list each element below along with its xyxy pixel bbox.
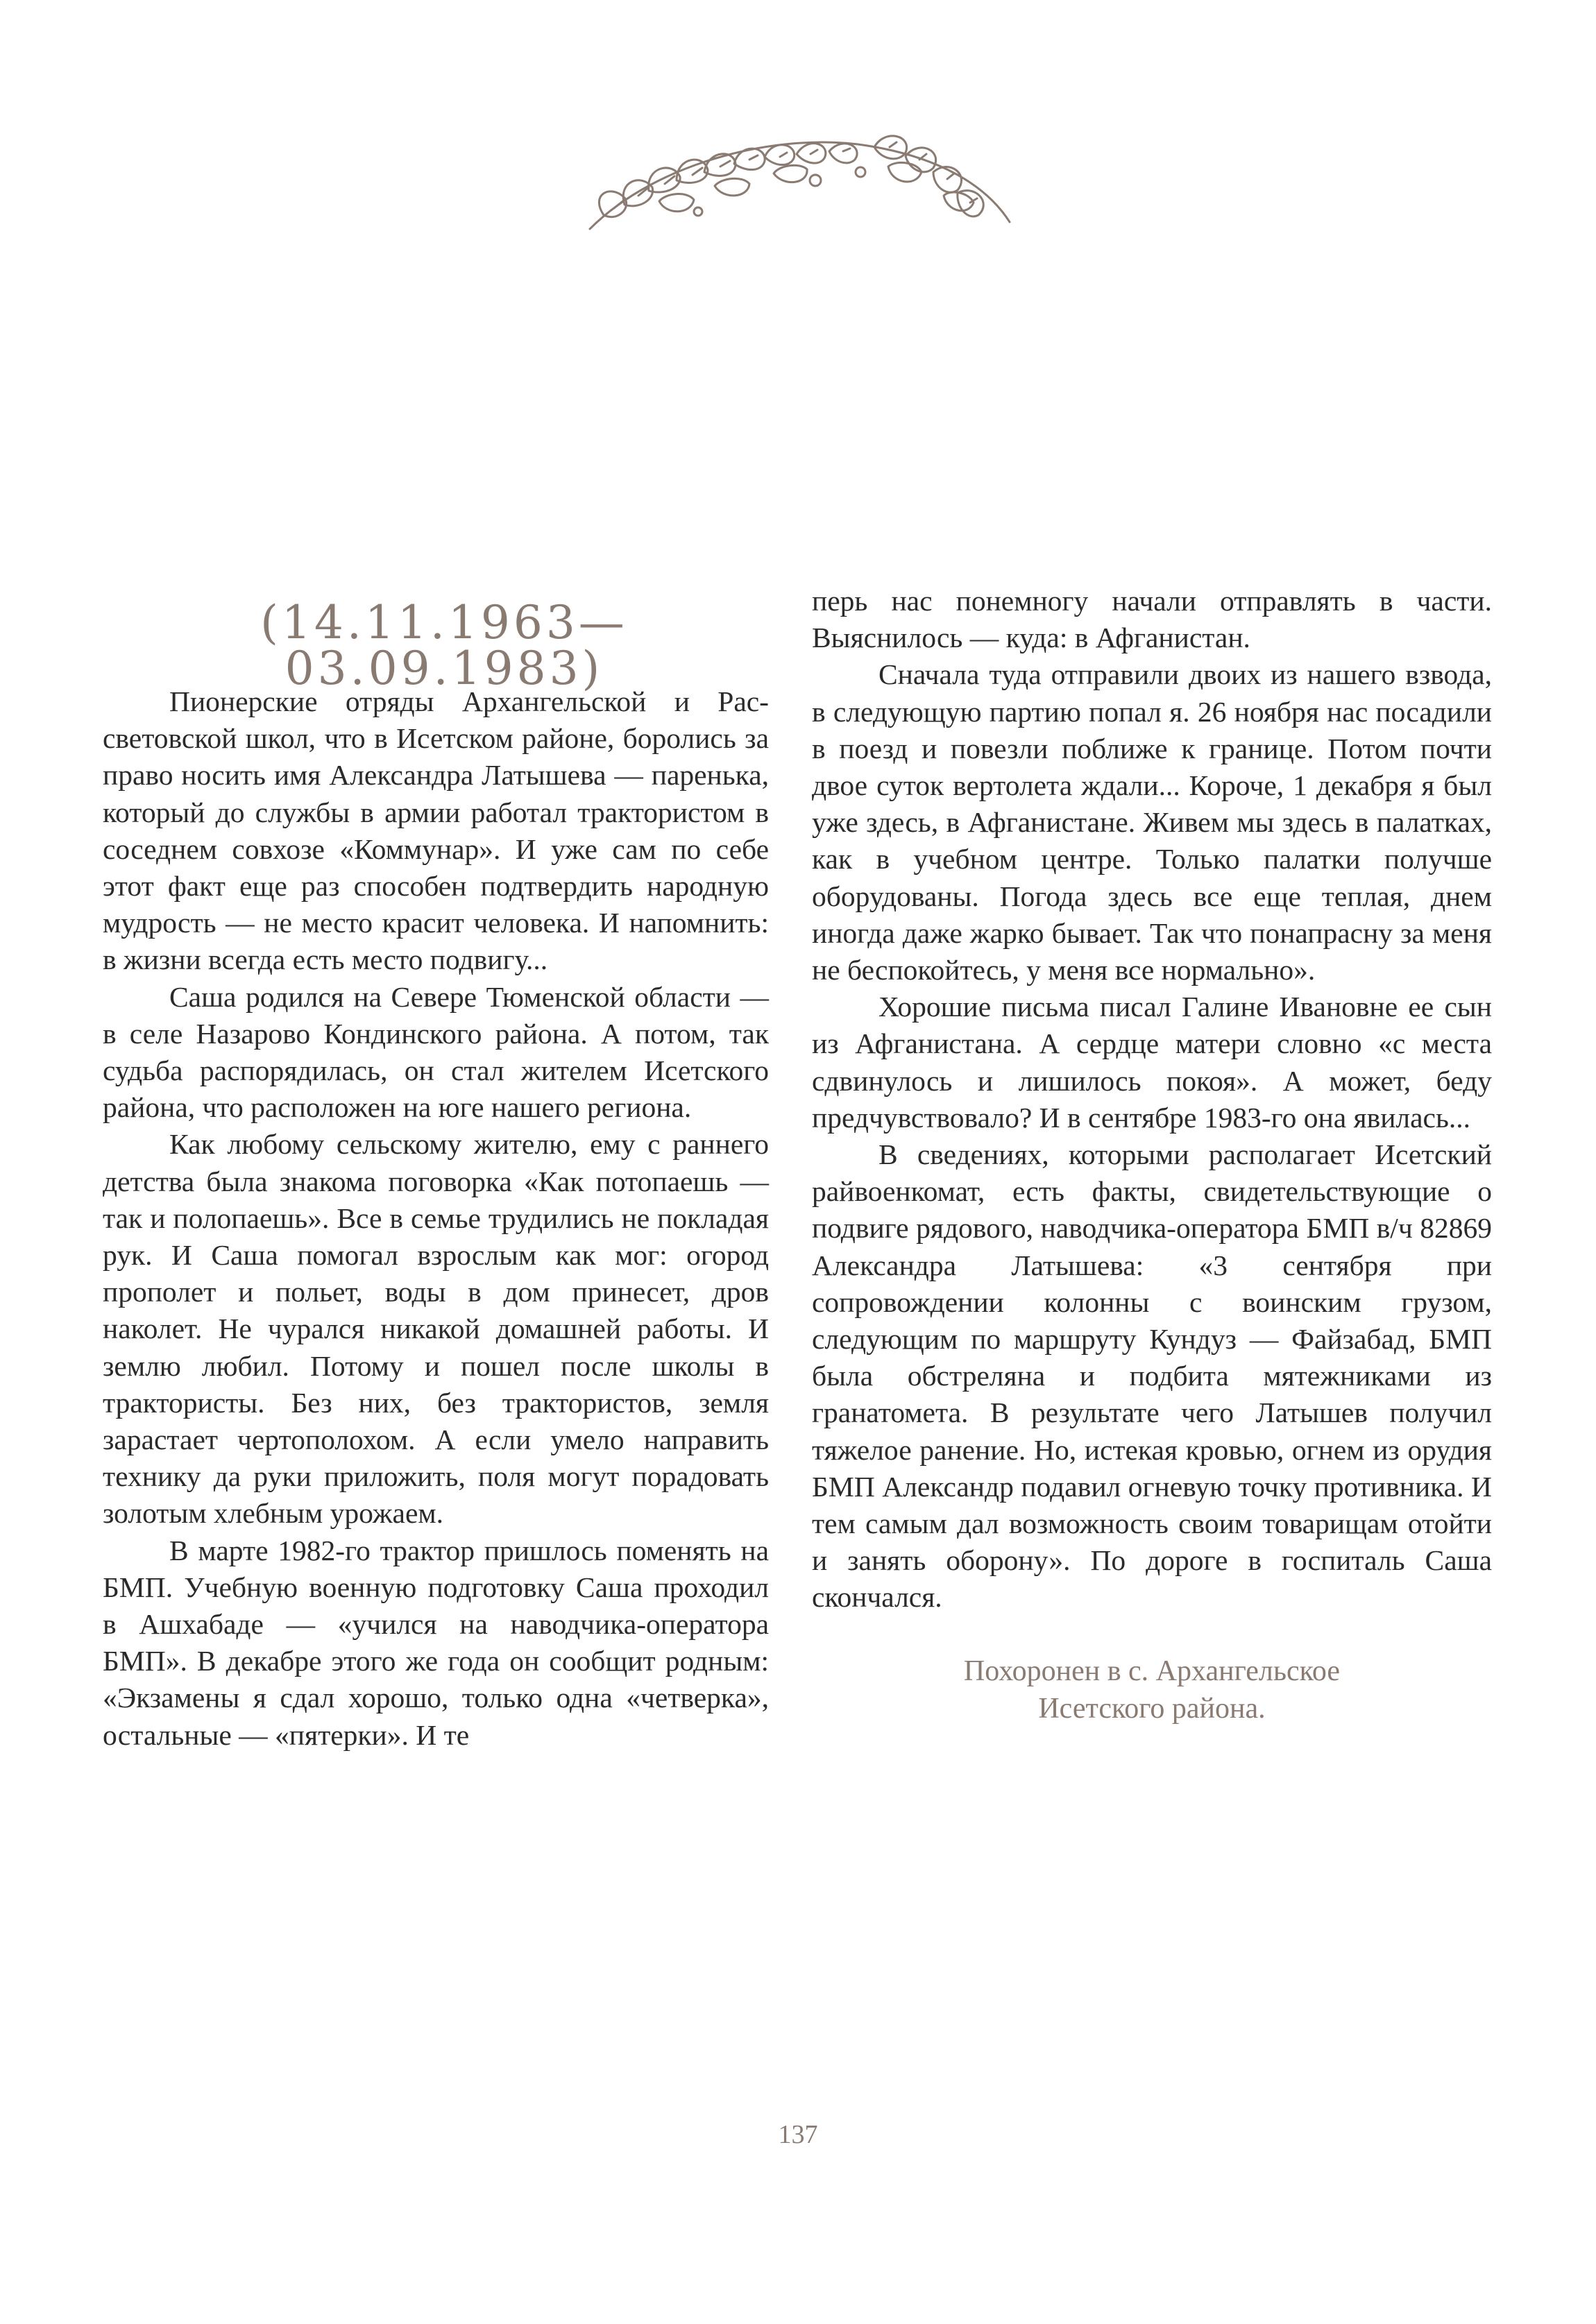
article-column-right — [812, 583, 1492, 1616]
paragraph: Сначала туда отправили двоих из нашего взвода, в следующую партию попал я. 26 ноября нас посадили в поезд и повезли поближе к границе. Потом почти двое суток вертолета ждали... Короче, 1 декабря я был уже здесь, в Афганистане. Живем мы здесь в палатках, как в учебном центре. Только палатки получше оборудованы. Погода здесь все еще теплая, днем иногда даже жарко бывает. Так что понапрасну за меня не беспокойтесь, у меня все нормально». — [812, 658, 1492, 986]
article-column-left — [103, 683, 769, 1754]
paragraph: В марте 1982-го трактор пришлось поменять на БМП. Учебную военную подготовку Саша проходил в Ашхабаде — «учился на наводчика-оператора БМП». В декабре этого же года он сообщит родным: «Экзамены я сдал хорошо, только одна «четверка», остальные — «пятерки». И те — [103, 1534, 769, 1751]
paragraph: В сведениях, которыми располагает Исетский райвоенкомат, есть факты, свидетельствующие о подвиге рядового, наводчика-оператора БМП в/ч 82869 Александра Латышева: «3 сентября при сопровождении колонны с воинским грузом, следующим по маршруту Кундуз — Файзабад, БМП была обстреляна и подбита мятежниками из гранатомета. В результате чего Латышев получил тяжелое ранение. Но, истекая кровью, огнем из орудия БМП Александр подавил огневую точку противника. И тем самым дал возможность своим товарищам отойти и занять оборону». По дороге в госпиталь Саша скончался. — [812, 1138, 1492, 1614]
paragraph: перь нас понемногу начали отправлять в части. Выяснилось — куда: в Афганистан. — [812, 585, 1492, 654]
burial-note-line: Исетского района. — [1038, 1693, 1266, 1725]
page-number: 137 — [778, 2120, 818, 2149]
paragraph: Саша родился на Севере Тюменской области — в селе Назарово Кондинского района. А потом, так судьба распорядилась, он стал жителем Исетского района, что расположен на юге нашего региона. — [103, 980, 769, 1124]
paragraph: Хорошие письма писал Галине Ивановне ее сын из Афганистана. А сердце матери словно «с места сдвинулось и лишилось покоя». А может, беду предчувствовало? И в сентябре 1983-го она явилась... — [812, 991, 1492, 1134]
paragraph: Пионерские отряды Архангельской и Рассветовской школ, что в Исетском районе, боролись за право носить имя Александра Латышева — паренька, который до службы в армии работал трактористом в соседнем совхозе «Коммунар». И уже сам по себе этот факт еще раз способен подтвердить народную мудрость — не место красит человека. И напомнить: в жизни всегда есть место подвигу... — [103, 685, 769, 976]
life-dates-heading: (14.11.1963—03.09.1983) — [260, 596, 628, 695]
paragraph: Как любому сельскому жителю, ему с раннего детства была знакома поговорка «Как потопаешь — так и полопаешь». Все в семье трудились не покладая рук. И Саша помогал взрослым как мог: огород прополет и польет, воды в дом принесет, дров наколет. Не чурался никакой домашней работы. И землю любил. Потому и пошел после школы в трактористы. Без них, без трактористов, земля зарастает чертополохом. А если умело направить технику да руки приложить, поля могут порадовать золотым хлебным урожаем. — [103, 1128, 769, 1530]
burial-note — [812, 1652, 1492, 1727]
laurel-branch-icon — [576, 118, 1020, 239]
burial-note-line: Похоронен в с. Архангельское — [963, 1655, 1341, 1687]
